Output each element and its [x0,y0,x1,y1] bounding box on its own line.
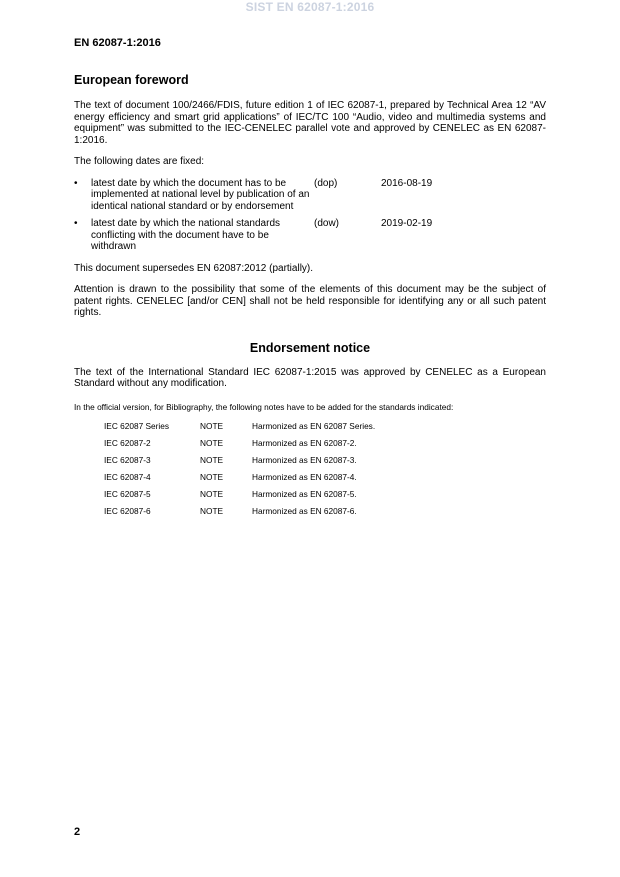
note-row [104,506,546,523]
bullet-icon: • [74,218,78,229]
note-text: Harmonized as EN 62087-3. [252,454,357,465]
date-value: 2016-08-19 [381,177,433,189]
note-standard: IEC 62087-5 [104,488,151,499]
note-text: Harmonized as EN 62087-6. [252,505,357,516]
note-row [104,438,546,455]
note-label: NOTE [200,471,224,482]
document-id: EN 62087-1:2016 [74,37,161,49]
note-text: Harmonized as EN 62087-2. [252,437,357,448]
note-standard: IEC 62087-3 [104,454,151,465]
date-item-dop [74,178,546,213]
note-row [104,421,546,438]
bullet-icon: • [74,177,78,189]
foreword-paragraph: The text of document 100/2466/FDIS, future edition 1 of IEC 62087-1, prepared by Technical Area 12 “AV energy efficiency and smart grid applications” of IEC/TC 100 “Audio, video and multimedia systems and equipment” was submitted to the IEC-CENELEC parallel vote and approved by CENELEC as EN 62087-1:2016. [74,100,546,146]
date-description: latest date by which the document has to be implemented at national level by publication of an identical national standard or by endorsement [91,177,310,212]
date-abbreviation: (dop) [314,177,338,189]
note-label: NOTE [200,420,224,431]
note-label: NOTE [200,505,224,516]
note-text: Harmonized as EN 62087 Series. [252,420,376,431]
note-standard: IEC 62087 Series [104,420,170,431]
endorsement-heading: Endorsement notice [249,340,371,355]
watermark: SIST EN 62087-1:2016 [245,0,375,14]
date-description: latest date by which the national standards conflicting with the document have to be withdrawn [91,218,281,252]
dates-list [74,178,546,253]
note-label: NOTE [200,488,224,499]
page-number: 2 [74,826,81,838]
date-value: 2019-02-19 [381,218,433,229]
note-label: NOTE [200,437,224,448]
date-item-dow [74,218,546,253]
dates-intro: The following dates are fixed: [74,156,205,167]
page-content [74,73,546,523]
note-row [104,455,546,472]
patent-paragraph: Attention is drawn to the possibility that some of the elements of this document may be the subject of patent rights. CENELEC [and/or CEN] shall not be held responsible for identifying any or all such patent rights. [74,284,546,318]
note-row [104,489,546,506]
date-abbreviation: (dow) [314,218,340,229]
endorsement-paragraph: The text of the International Standard IEC 62087-1:2015 was approved by CENELEC as a European Standard without any modification. [74,366,546,389]
note-text: Harmonized as EN 62087-4. [252,471,357,482]
bibliography-notes [104,421,546,523]
note-text: Harmonized as EN 62087-5. [252,488,357,499]
note-standard: IEC 62087-2 [104,437,151,448]
note-label: NOTE [200,454,224,465]
supersedes-paragraph: This document supersedes EN 62087:2012 (partially). [74,262,314,274]
note-row [104,472,546,489]
foreword-heading: European foreword [74,73,189,87]
bibliography-intro: In the official version, for Bibliography, the following notes have to be added for the standards indicated: [74,401,454,412]
note-standard: IEC 62087-4 [104,471,151,482]
note-standard: IEC 62087-6 [104,505,151,516]
